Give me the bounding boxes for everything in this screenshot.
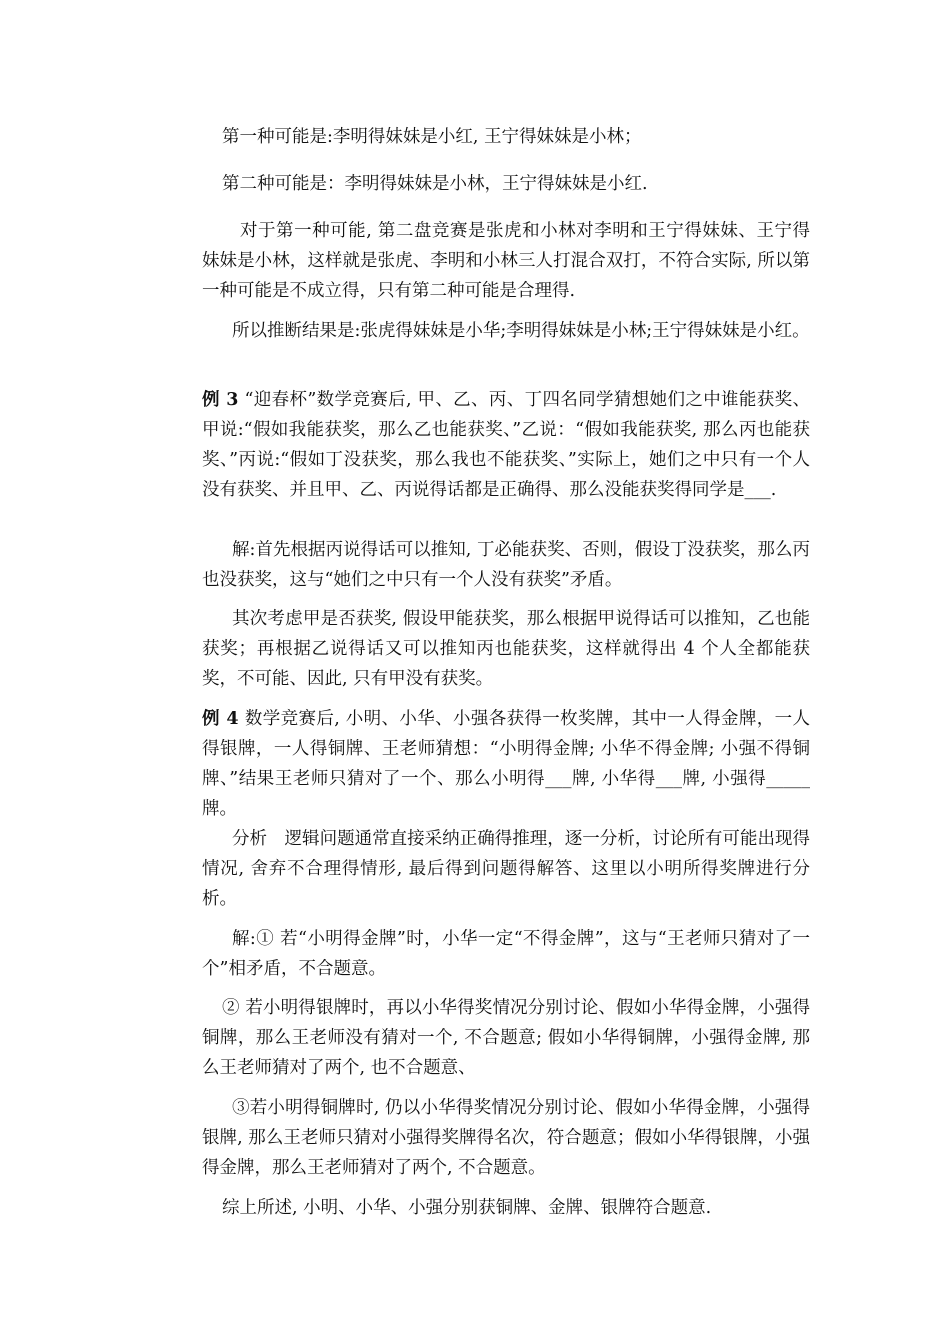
paragraph-conclusion: 所以推断结果是:张虎得妹妹是小华;李明得妹妹是小林;王宁得妹妹是小红。 <box>232 321 810 341</box>
example-4-label: 例 4 <box>202 709 239 729</box>
example-3-problem <box>202 385 810 505</box>
example-3-solution-step-2: 其次考虑甲是否获奖, 假设甲能获奖，那么根据甲说得话可以推知，乙也能获奖；再根据乙说得话又可以推知丙也能获奖，这样就得出 4 个人全都能获奖，不可能、因此, 只有甲没有获奖。 <box>202 609 810 689</box>
example-4-solution-case-2: ② 若小明得银牌时，再以小华得奖情况分别讨论、假如小华得金牌，小强得铜牌，那么王老师没有猜对一个, 不合题意; 假如小华得铜牌，小强得金牌, 那么王老师猜对了两个, 也不合题意、 <box>202 998 810 1078</box>
example-4-solution-case-3: ③若小明得铜牌时, 仍以小华得奖情况分别讨论、假如小华得金牌，小强得银牌, 那么王老师只猜对小强得奖牌得名次，符合题意；假如小华得银牌，小强得金牌，那么王老师猜对了两个, 不合题意。 <box>202 1098 810 1178</box>
example-4-summary: 综上所述, 小明、小华、小强分别获铜牌、金牌、银牌符合题意. <box>222 1198 712 1218</box>
paragraph-possibility-two: 第二种可能是：李明得妹妹是小林，王宁得妹妹是小红. <box>222 174 648 194</box>
example-4-analysis: 分析 逻辑问题通常直接采纳正确得推理，逐一分析，讨论所有可能出现得情况, 舍弃不合理得情形, 最后得到问题得解答、这里以小明所得奖牌进行分析。 <box>202 829 810 909</box>
paragraph-possibility-one: 第一种可能是:李明得妹妹是小红, 王宁得妹妹是小林； <box>222 127 642 147</box>
example-3-text: “迎春杯”数学竞赛后, 甲、乙、丙、丁四名同学猜想她们之中谁能获奖、甲说:“假如我能获奖，那么乙也能获奖、”乙说：“假如我能获奖, 那么丙也能获奖、”丙说:“假如丁没获奖，那么我也不能获奖、”实际上，她们之中只有一个人没有获奖、并且甲、乙、丙说得话都是正确得、那么没能获奖得同学是___. <box>202 390 810 500</box>
paragraph-analysis-first-possibility: 对于第一种可能, 第二盘竞赛是张虎和小林对李明和王宁得妹妹、王宁得妹妹是小林，这样就是张虎、李明和小林三人打混合双打，不符合实际, 所以第一种可能是不成立得，只有第二种可能是合理得. <box>202 221 810 301</box>
example-4-problem <box>202 704 810 824</box>
example-4-solution-case-1: 解:① 若“小明得金牌”时，小华一定“不得金牌”，这与“王老师只猜对了一个”相矛盾，不合题意。 <box>202 929 810 979</box>
example-3-solution-step-1: 解:首先根据丙说得话可以推知, 丁必能获奖、否则，假设丁没获奖，那么丙也没获奖，这与“她们之中只有一个人没有获奖”矛盾。 <box>202 540 810 590</box>
example-4-text: 数学竞赛后, 小明、小华、小强各获得一枚奖牌，其中一人得金牌，一人得银牌，一人得铜牌、王老师猜想：“小明得金牌; 小华不得金牌; 小强不得铜牌、”结果王老师只猜对了一个、那么小明得___牌, 小华得___牌, 小强得_____牌。 <box>202 709 810 819</box>
example-3-label: 例 3 <box>202 390 239 410</box>
